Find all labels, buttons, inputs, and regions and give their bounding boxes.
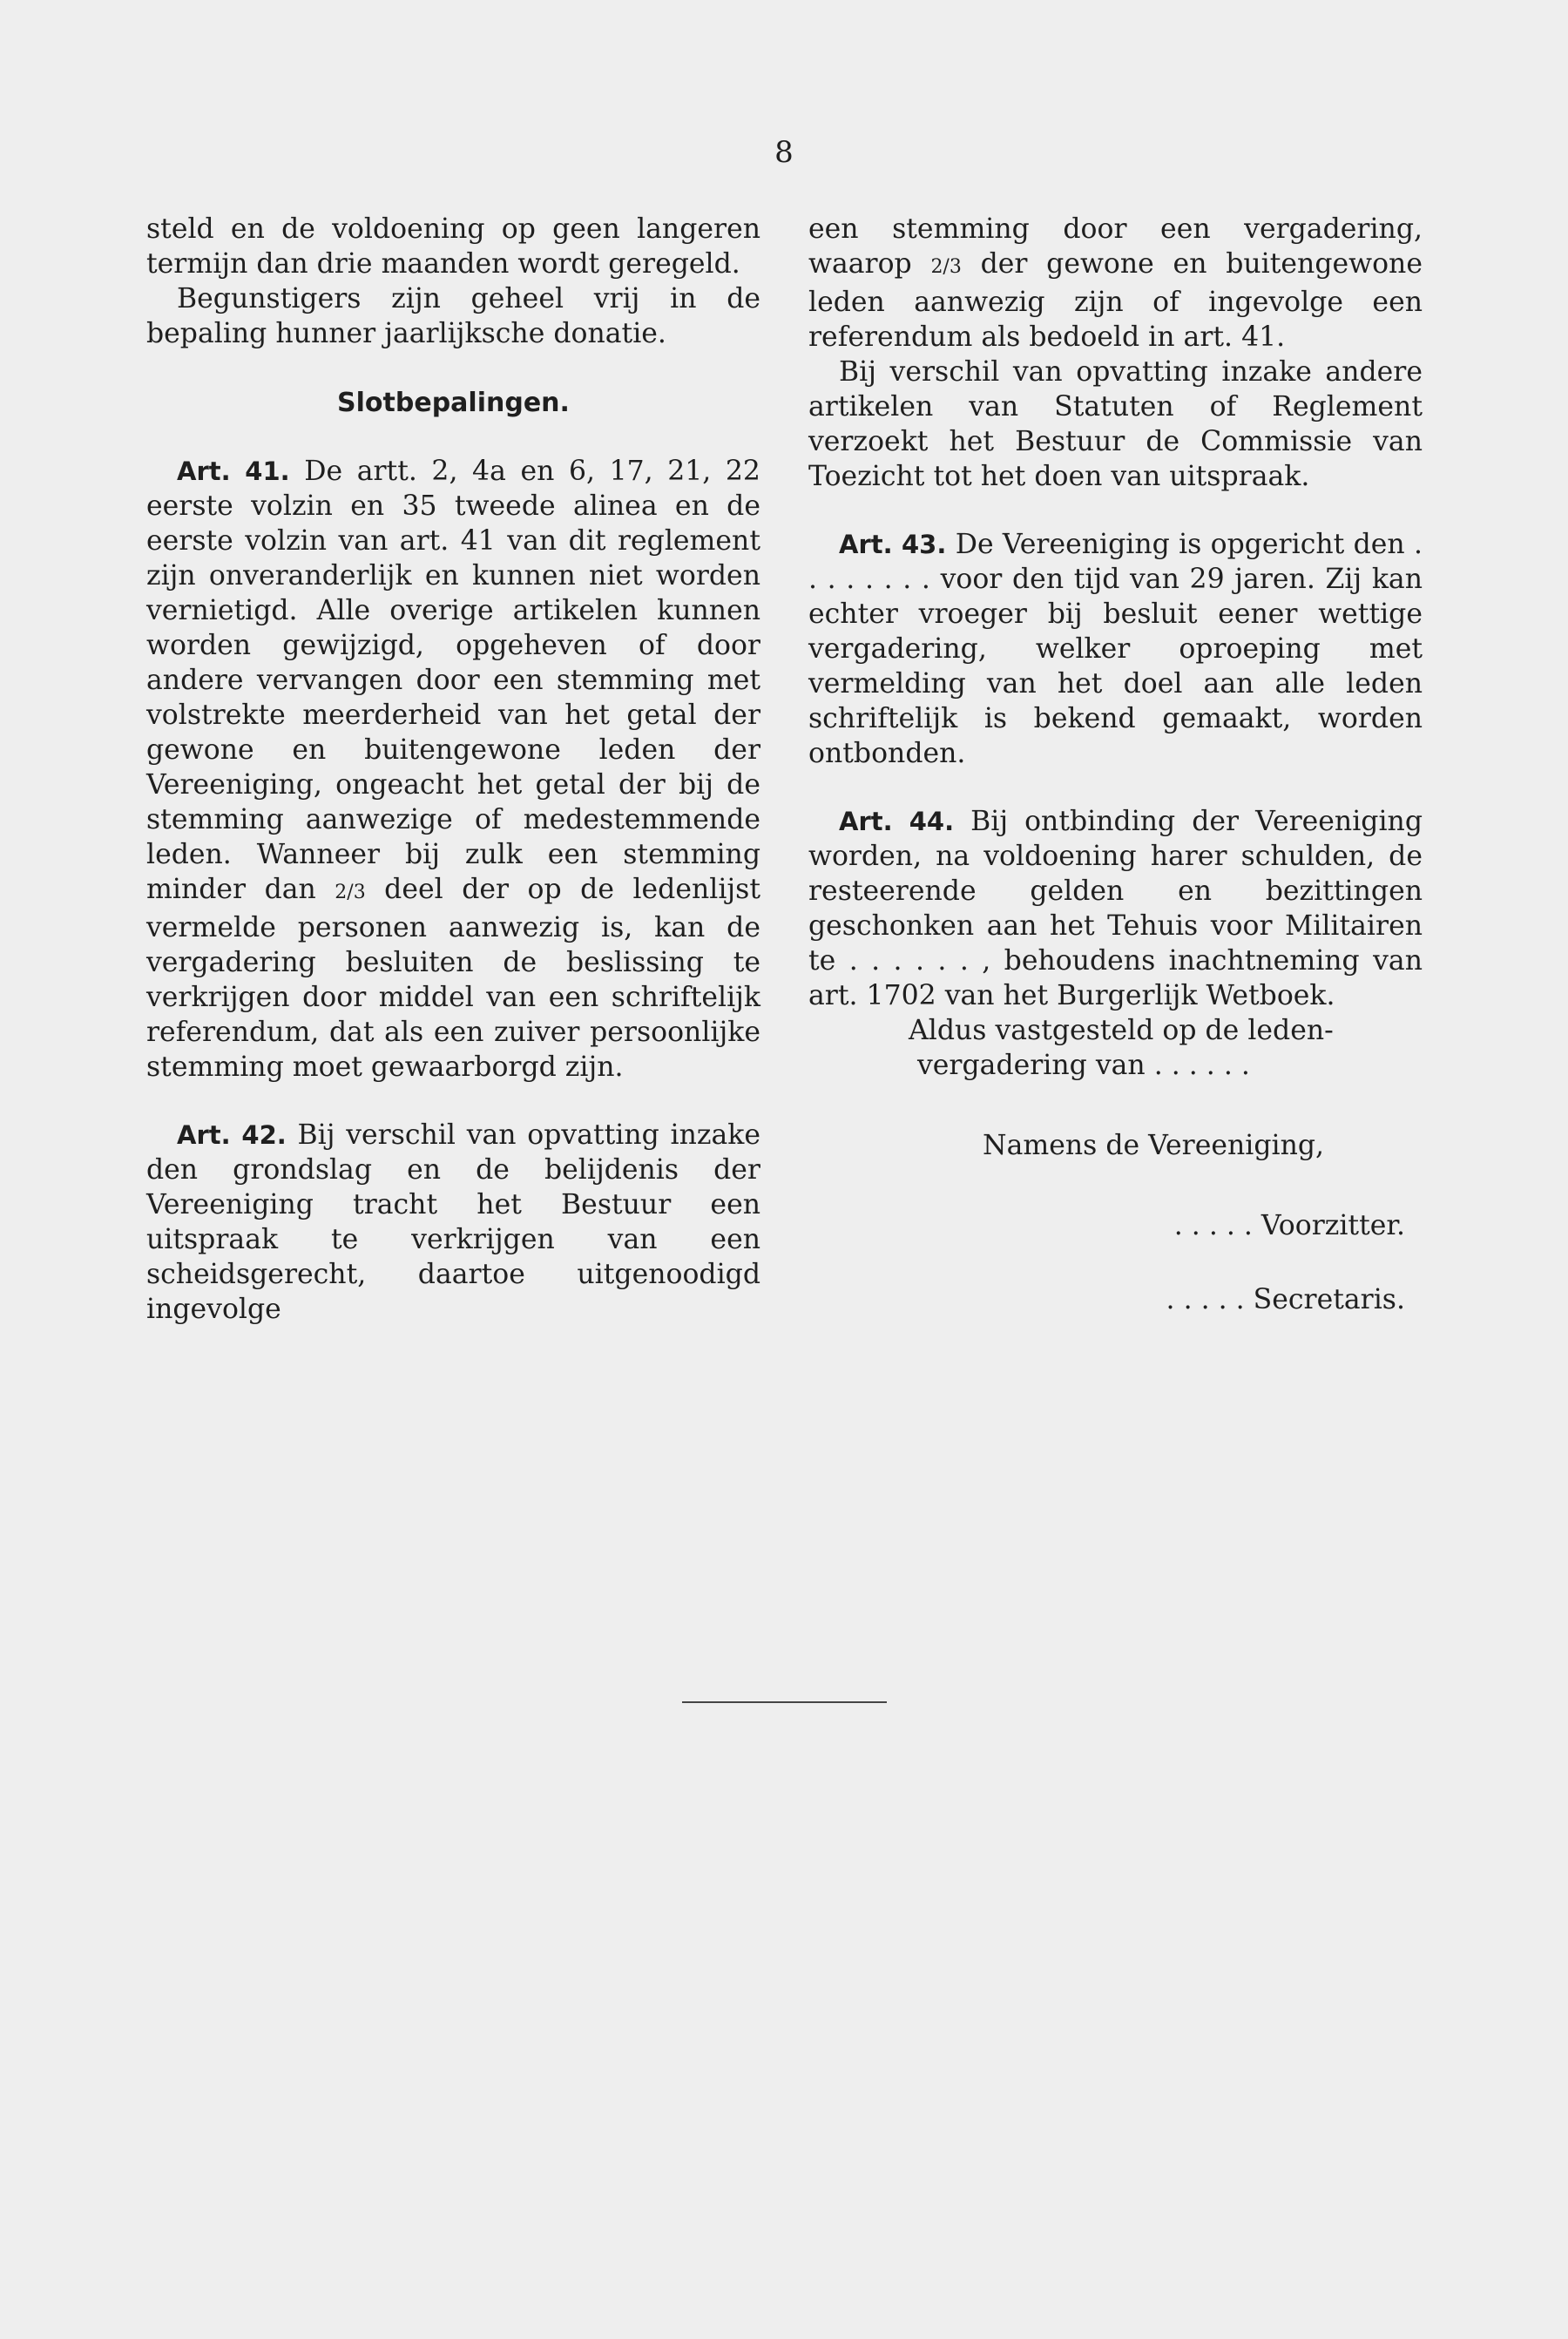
- continuation-text: een stemming door een vergadering, waarop: [808, 213, 1423, 280]
- fraction: 2/3: [335, 882, 366, 903]
- left-column: [146, 212, 760, 1327]
- article-42-text: Bij verschil van opvatting inzake den grondslag en de belijdenis der Vereeniging tracht het Bestuur een uitspraak te verkrijgen van een scheidsgerecht, daartoe uitgenoodigd ingevolge: [146, 1119, 760, 1325]
- article-43-heading: Art. 43.: [839, 530, 947, 559]
- signature-voorzitter: . . . . . Voorzitter.: [1173, 1210, 1405, 1241]
- article-44-text: Bij ontbinding der Vereeniging worden, na voldoening harer schulden, de resteerende gelden en bezittingen geschonken aan het Tehuis voor Militairen te . . . . . . , behoudens inachtneming van art. 1702 van het Burgerlijk Wetboek.: [808, 806, 1423, 1011]
- section-heading: Slotbepalingen.: [337, 388, 570, 418]
- article-41-heading: Art. 41.: [177, 456, 290, 486]
- continuation-text-2: der gewone en buitengewone leden aanwezig zijn of ingevolge een referendum als bedoeld in art. 41.: [808, 248, 1423, 353]
- right-column: [808, 212, 1423, 1317]
- article-42: [146, 1118, 760, 1327]
- article-41-text: De artt. 2, 4a en 6, 17, 21, 22 eerste volzin en 35 tweede alinea en de eerste volzin van art. 41 van dit reglement zijn onveranderlijk en kunnen niet worden vernietigd. Alle overige artikelen kunnen worden gewijzigd, opgeheven of door andere vervangen door een stemming met volstrekte meerderheid van het getal der gewone en buitengewone leden der Vereeniging, ongeacht het getal der bij de stemming aanwezige of medestemmende leden. Wanneer bij zulk een stemming minder dan: [146, 456, 760, 905]
- fraction: 2/3: [930, 256, 962, 278]
- paragraph-verschil: Bij verschil van opvatting inzake andere artikelen van Statuten of Reglement verzoekt het Bestuur de Commissie van Toezicht tot het doen van uitspraak.: [808, 356, 1423, 492]
- article-42-heading: Art. 42.: [177, 1120, 287, 1150]
- page-number: 8: [774, 135, 794, 170]
- signature-namens: Namens de Vereeniging,: [983, 1130, 1325, 1161]
- closing-line-2: vergadering van . . . . . .: [917, 1050, 1250, 1081]
- article-41: [146, 454, 760, 1085]
- paragraph-continuation-right: [808, 212, 1423, 355]
- paragraph-begunstigers: Begunstigers zijn geheel vrij in de bepaling hunner jaarlijksche donatie.: [146, 283, 760, 349]
- article-43-text: De Vereeniging is opgericht den . . . . . . . . voor den tijd van 29 jaren. Zij kan echter vroeger bij besluit eener wettige vergadering, welker oproeping met vermelding van het doel aan alle leden schriftelijk is bekend gemaakt, worden ontbonden.: [808, 529, 1423, 769]
- signature-secretaris: . . . . . Secretaris.: [1166, 1284, 1405, 1315]
- article-41-text-continued: deel der op de ledenlijst vermelde personen aanwezig is, kan de vergadering besluiten de beslissing te verkrijgen door middel van een schriftelijk referendum, dat als een zuiver persoonlijke stemming moet gewaarborgd zijn.: [146, 874, 760, 1083]
- closing-line-1: Aldus vastgesteld op de leden-: [909, 1015, 1334, 1046]
- article-44: [808, 804, 1423, 1013]
- article-43: [808, 527, 1423, 771]
- end-rule: [682, 1701, 887, 1703]
- article-44-heading: Art. 44.: [839, 807, 955, 836]
- paragraph-continuation: steld en de voldoening op geen langeren termijn dan drie maanden wordt geregeld.: [146, 213, 760, 280]
